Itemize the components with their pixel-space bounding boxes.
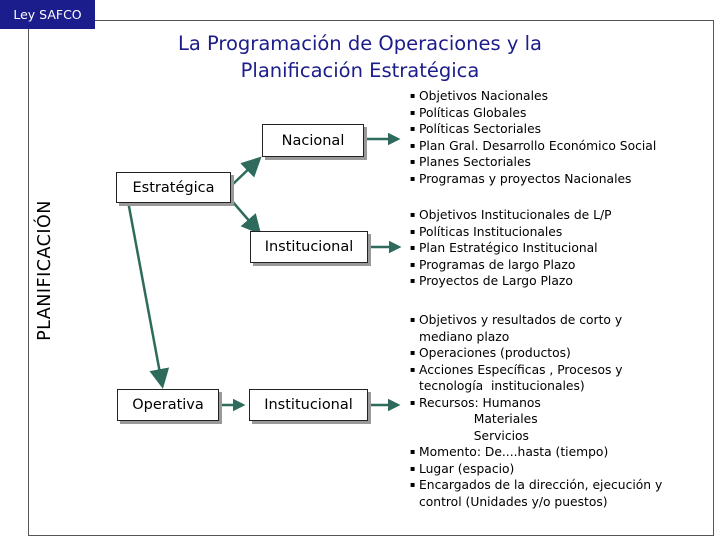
node-operativa: Operativa	[117, 389, 219, 421]
list-item: ▪ Objetivos Institucionales de L/P	[410, 207, 612, 224]
arrow-estrategica-operativa	[128, 201, 162, 384]
list-item: tecnología institucionales)	[419, 379, 585, 393]
title-line-2: Planificación Estratégica	[240, 59, 480, 82]
node-institucional-operativa: Institucional	[249, 389, 368, 421]
ley-safco-tag: Ley SAFCO	[0, 0, 95, 29]
list-item: control (Unidades y/o puestos)	[419, 494, 608, 509]
list-institucional	[410, 207, 612, 290]
list-item: Servicios	[419, 428, 529, 443]
list-item: ▪ Objetivos y resultados de corto y	[410, 312, 662, 329]
planificacion-vertical-label: PLANIFICACIÓN	[35, 200, 55, 341]
node-estrategica: Estratégica	[116, 172, 231, 203]
node-nacional: Nacional	[262, 124, 364, 157]
list-item: ▪ Encargados de la dirección, ejecución y	[410, 477, 662, 494]
list-item: ▪ Programas de largo Plazo	[410, 257, 612, 274]
list-operativa	[410, 312, 662, 510]
list-item: ▪ Plan Estratégico Institucional	[410, 240, 612, 257]
node-institucional-estrategica: Institucional	[250, 231, 368, 263]
arrow-estrategica-institucional	[232, 201, 258, 231]
list-item: ▪ Políticas Sectoriales	[410, 121, 656, 138]
title-line-1: La Programación de Operaciones y la	[177, 32, 543, 55]
list-item: ▪ Momento: De....hasta (tiempo)	[410, 444, 662, 461]
list-item: ▪ Objetivos Nacionales	[410, 88, 656, 105]
list-item: Materiales	[419, 412, 538, 426]
list-item: ▪ Políticas Institucionales	[410, 224, 612, 241]
list-item: ▪ Proyectos de Largo Plazo	[410, 273, 612, 290]
list-item: ▪ Políticas Globales	[410, 105, 656, 122]
list-nacional	[410, 88, 656, 187]
list-item: ▪ Plan Gral. Desarrollo Económico Social	[410, 138, 656, 155]
list-item: ▪ Recursos: Humanos	[410, 395, 662, 412]
list-item: ▪ Programas y proyectos Nacionales	[410, 171, 656, 188]
list-item: ▪ Acciones Específicas , Procesos y	[410, 362, 662, 379]
list-item: ▪ Operaciones (productos)	[410, 345, 662, 362]
arrow-estrategica-nacional	[232, 160, 258, 185]
list-item: mediano plazo	[419, 329, 510, 344]
list-item: ▪ Lugar (espacio)	[410, 461, 662, 478]
list-item: ▪ Planes Sectoriales	[410, 154, 656, 171]
